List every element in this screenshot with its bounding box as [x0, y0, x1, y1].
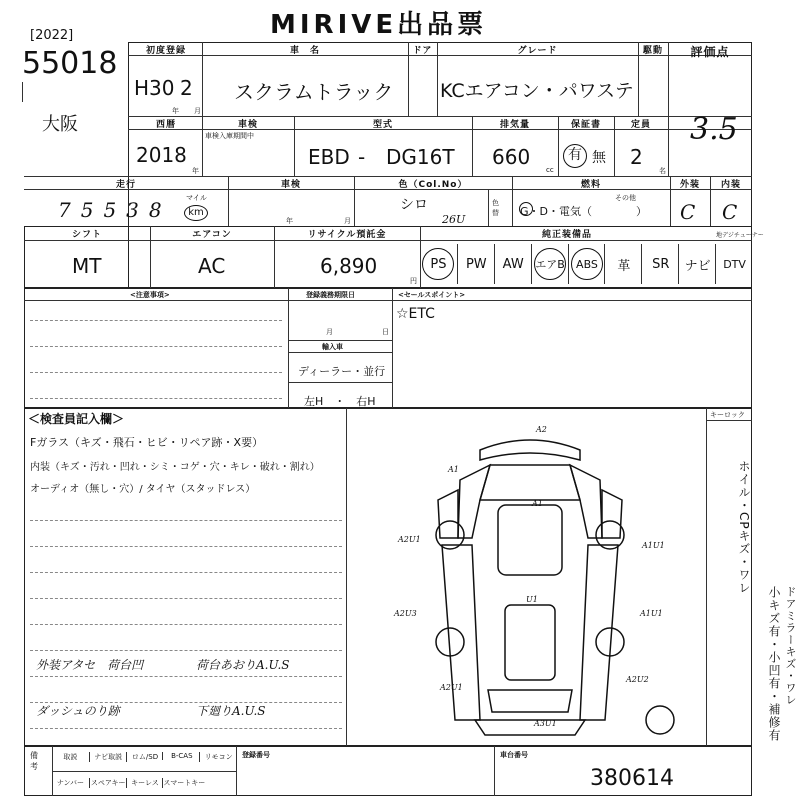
middle-frame: [24, 288, 752, 408]
label-inspection2: 車検: [280, 180, 301, 190]
attached-item: 取説: [63, 753, 78, 761]
note-glass: Fガラス（キズ・飛石・ヒビ・リペア跡・X要）: [30, 436, 264, 449]
rating-value: 3.5: [690, 112, 738, 147]
label-aircon: エアコン: [192, 230, 232, 240]
year-tag: [2022]: [30, 28, 74, 43]
label-car-name: 車 名: [289, 46, 320, 56]
hand-note-1b: 荷台あおりA.U.S: [196, 658, 290, 672]
label-equipment: 純正装備品: [541, 230, 592, 240]
persons-unit: 名: [659, 167, 666, 175]
color-value: シロ: [400, 197, 428, 213]
color-no: 26U: [442, 213, 466, 226]
attached-item: ロム/SD: [126, 752, 164, 762]
side-note-wheel: ホイル・CPキズ・ワレ: [737, 460, 751, 595]
first-reg-era: H30: [134, 76, 175, 100]
label-caution: <注意事項>: [130, 291, 170, 299]
hand-note-2b: 下廻りA.U.S: [196, 704, 266, 718]
label-reg-number: 登録番号: [242, 751, 270, 759]
yen-unit: 円: [410, 277, 417, 285]
equipment-label: ナビ: [684, 258, 711, 274]
year-unit: 年: [172, 107, 179, 115]
side-note-mirror: ドアミラーキズ・ワレ: [784, 586, 797, 706]
model-dash: -: [358, 145, 366, 169]
capacity-value: 2: [630, 145, 643, 169]
displacement-value: 660: [492, 145, 531, 169]
mileage-value: 75538: [58, 198, 172, 222]
svg-text:A1U1: A1U1: [642, 541, 665, 550]
label-reg-deadline: 登録義務期限日: [306, 291, 355, 299]
recycle-value: 6,890: [320, 254, 378, 278]
svg-text:A1U1: A1U1: [640, 609, 663, 618]
svg-text:U1: U1: [526, 595, 538, 604]
warranty-no: 無: [592, 150, 606, 166]
shift-value: MT: [72, 254, 102, 278]
month-unit: 月: [194, 107, 201, 115]
equipment-aw: [494, 244, 532, 284]
aircon-value: AC: [198, 254, 226, 278]
label-model-type: 型式: [372, 120, 393, 130]
label-inspection: 車検: [237, 120, 258, 130]
label-warranty: 保証書: [570, 120, 601, 130]
side-note-scratch: 小キズ有・小凹有・補修有: [767, 586, 781, 742]
attached-item: スマートキー: [163, 779, 206, 787]
equipment-label: AW: [502, 256, 524, 272]
label-interior: 内装: [720, 180, 741, 190]
equipment-ps: [420, 244, 457, 284]
hand-note-1a: 外装アタセ 荷台凹: [36, 658, 144, 672]
label-shift: シフト: [71, 230, 102, 240]
svg-text:A2U2: A2U2: [626, 675, 649, 684]
venue: 大阪: [42, 114, 78, 135]
equipment-label: PW: [465, 256, 487, 272]
svg-text:A2: A2: [536, 425, 547, 434]
svg-text:A3U1: A3U1: [534, 719, 557, 728]
svg-text:A2U1: A2U1: [398, 535, 421, 544]
attached-item: キーレス: [126, 778, 164, 788]
attached-item: B-CAS: [162, 752, 200, 760]
svg-text:A2U1: A2U1: [440, 683, 463, 692]
model-code: DG16T: [386, 145, 455, 169]
label-grade: グレード: [517, 46, 558, 56]
model-prefix: EBD: [308, 145, 350, 169]
equipment-label: 革: [617, 258, 631, 274]
label-chassis: 車台番号: [500, 751, 528, 759]
label-sales-point: <セールスポイント>: [398, 291, 466, 299]
page-title: MIRIVE出品票: [270, 10, 488, 40]
equipment-label: PS: [422, 248, 454, 280]
equipment-abs: [568, 244, 606, 284]
label-tuner: 地デジチューナー: [716, 232, 764, 239]
car-damage-diagram: [380, 420, 680, 740]
color-change-label: 色替: [492, 199, 499, 217]
grade: KCエアコン・パワステ: [440, 80, 634, 102]
lot-number: 55018: [22, 46, 118, 81]
attached-item: リモコン: [199, 752, 237, 762]
label-attached: 備 考: [30, 751, 46, 771]
label-drive: 駆動: [642, 46, 663, 56]
equipment-sr: [641, 244, 679, 284]
warranty-yes: 有: [563, 144, 587, 168]
fuel-gasoline-circle: [519, 202, 533, 216]
label-first-reg: 初度登録: [145, 46, 186, 56]
cc-unit: cc: [546, 166, 554, 174]
svg-text:A1: A1: [532, 499, 543, 508]
equipment-label: DTV: [723, 257, 746, 271]
svg-text:A2U3: A2U3: [394, 609, 417, 618]
handle-side: 左H ・ 右H: [304, 395, 376, 408]
sales-point-value: ☆ETC: [396, 306, 435, 322]
interior-grade: C: [722, 200, 738, 224]
import-dealer: ディーラー・並行: [298, 365, 386, 378]
label-capacity: 定員: [630, 120, 651, 130]
equipment-label: エアB: [534, 248, 566, 280]
inspection-note: 車検入庫期間中: [205, 132, 254, 140]
attached-item: スペアキー: [89, 778, 127, 788]
equipment-ナビ: [678, 244, 716, 284]
mileage-unit: km: [184, 205, 208, 221]
label-rating: 評価点: [690, 45, 730, 59]
attached-item: ナンバー: [56, 779, 84, 787]
fuel-other-label: その他: [615, 194, 636, 202]
first-reg-month: 2: [180, 76, 193, 100]
label-doors: ドア: [412, 46, 433, 56]
exterior-grade: C: [680, 200, 696, 224]
chassis-value: 380614: [590, 766, 674, 791]
label-keylock: キーロック: [710, 411, 745, 419]
hand-note-2a: ダッシュのり跡: [36, 704, 120, 718]
attached-item: ナビ取説: [89, 752, 127, 762]
equipment-label: ABS: [571, 248, 603, 280]
label-western-year: 西暦: [155, 120, 176, 130]
svg-text:A1: A1: [448, 465, 459, 474]
fuel-value: G・D・電気（ ）: [520, 205, 647, 218]
note-audio: オーディオ（無し・穴）/ タイヤ（スタッドレス）: [30, 484, 256, 495]
equipment-dtv: [715, 244, 753, 284]
label-displacement: 排気量: [499, 120, 530, 130]
label-import: 輸入車: [322, 343, 343, 351]
equipment-label: SR: [652, 256, 670, 272]
car-name: スクラムトラック: [234, 80, 394, 104]
equipment-エアb: [531, 244, 569, 284]
label-exterior: 外装: [679, 180, 700, 190]
label-fuel: 燃料: [580, 180, 601, 190]
equipment-pw: [457, 244, 495, 284]
label-recycle: リサイクル預託金: [307, 230, 387, 240]
label-color: 色（Col.No）: [398, 180, 468, 190]
year-value: 2018: [136, 143, 187, 167]
note-interior: 内装（キズ・汚れ・凹れ・シミ・コゲ・穴・キレ・破れ・割れ）: [30, 462, 320, 473]
label-inspector: ＜検査員記入欄＞: [28, 412, 125, 426]
mileage-mile-label: マイル: [186, 194, 207, 202]
equipment-革: [604, 244, 642, 284]
label-mileage: 走行: [115, 180, 136, 190]
